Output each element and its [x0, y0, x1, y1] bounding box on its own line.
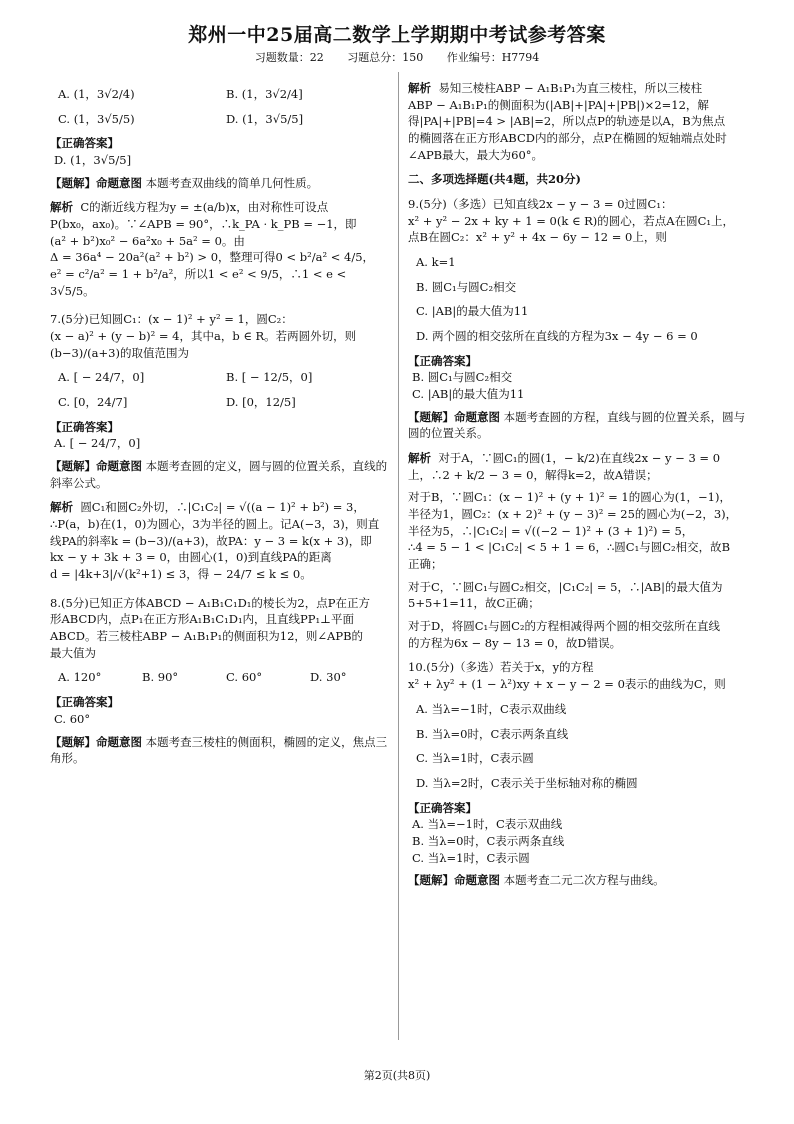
- q10-option-d: D. 当λ=2时，C表示关于坐标轴对称的椭圆: [416, 775, 638, 790]
- q9-answer-1: B. 圆C₁与圆C₂相交: [412, 370, 513, 385]
- q9-stem: [408, 196, 754, 246]
- q7-intent-label: 【题解】命题意图: [50, 459, 142, 474]
- q7-solution-label: 解析: [50, 500, 73, 515]
- q9-solution-line7: 正确；: [408, 557, 443, 572]
- q6-options-row2: [58, 111, 394, 128]
- q7-stem: [50, 311, 394, 361]
- q8-solution: [408, 80, 754, 163]
- q10-analysis-intent: [408, 872, 754, 889]
- q9-solution-line10: 对于D，将圆C₁与圆C₂的方程相减得两个圆的相交弦所在直线: [408, 619, 721, 634]
- q8-stem: [50, 595, 394, 662]
- q10-answer-1: A. 当λ=−1时，C表示双曲线: [412, 817, 563, 832]
- q7-answer: A. [ − 24/7，0]: [54, 436, 141, 451]
- q8-option-d: D. 30°: [310, 670, 347, 685]
- q9-solution-line6: ∴4 = 5 − 1 < |C₁C₂| < 5 + 1 = 6，∴圆C₁与圆C₂相交，故B: [408, 540, 731, 555]
- q10-option-a: A. 当λ=−1时，C表示双曲线: [416, 701, 567, 716]
- q10-intent-label: 【题解】命题意图: [408, 873, 500, 888]
- q8-solution-line3: 得|PA|+|PB|=4 > |AB|=2，所以点P的轨迹是以A，B为焦点: [408, 114, 726, 129]
- q9-intent-text: 本题考查圆的方程，直线与圆的位置关系，圆与圆的位置关系。: [408, 409, 746, 441]
- q9-solution-line8: 对于C，∵圆C₁与圆C₂相交，|C₁C₂| = 5，∴|AB|的最大值为: [408, 579, 723, 594]
- header-meta: [0, 50, 794, 66]
- q7-stem-line3: (b−3)/(a+3)的取值范围为: [50, 345, 189, 360]
- q9-option-a: A. k=1: [416, 255, 456, 270]
- q7-stem-line1: 7.(5分)已知圆C₁：(x − 1)² + y² = 1，圆C₂：: [50, 312, 293, 327]
- q9-stem-line1: 9.(5分)（多选）已知直线2x − y − 3 = 0过圆C₁：: [408, 197, 673, 212]
- q8-option-c: C. 60°: [226, 670, 263, 685]
- q7-solution: [50, 499, 394, 582]
- q8-analysis-intent: [50, 734, 394, 767]
- q6-intent-text: 本题考查双曲线的简单几何性质。: [145, 175, 319, 190]
- q6-solution: [50, 199, 394, 299]
- q10-stem-line1: 10.(5分)（多选）若关于x，y的方程: [408, 660, 594, 675]
- q7-solution-line3: 线PA的斜率k = (b−3)/(a+3)，故PA：y − 3 = k(x + 3)，即: [50, 533, 372, 548]
- q9-solution-line1: 对于A，∵圆C₁的圆(1，− k/2)在直线2x − y − 3 = 0: [438, 451, 721, 466]
- q10-answer-3: C. 当λ=1时，C表示圆: [412, 850, 530, 865]
- q8-stem-line1: 8.(5分)已知正方体ABCD − A₁B₁C₁D₁的棱长为2，点P在正方: [50, 595, 370, 610]
- q9-solution: [408, 450, 754, 651]
- q9-solution-line2: 上，∴2 + k/2 − 3 = 0，解得k=2，故A错误；: [408, 467, 658, 482]
- q6-option-b: B. (1，3√2/4]: [226, 87, 303, 101]
- q6-option-d: D. (1，3√5/5]: [226, 111, 304, 126]
- q6-options-row1: [58, 86, 394, 103]
- q9-solution-line5: 半径为5，∴|C₁C₂| = √((−2 − 1)² + (3 + 1)²) = 5，: [408, 523, 694, 538]
- q9-stem-line3: 点B在圆C₂：x² + y² + 4x − 6y − 12 = 0上，则: [408, 230, 667, 245]
- q8-option-b: B. 90°: [142, 670, 179, 685]
- q8-solution-line1: 易知三棱柱ABP − A₁B₁P₁为直三棱柱，所以三棱柱: [438, 81, 703, 95]
- q9-solution-label: 解析: [408, 451, 431, 466]
- q6-solution-line2: P(bx₀，ax₀)。∵∠APB = 90°，∴k_PA · k_PB = −1，即: [50, 217, 357, 232]
- q9-option-c: C. |AB|的最大值为11: [416, 304, 529, 319]
- q7-option-c: C. [0，24/7]: [58, 395, 128, 410]
- q8-solution-label: 解析: [408, 81, 431, 95]
- q10-stem: [408, 659, 754, 692]
- q8-option-a: A. 120°: [58, 670, 102, 685]
- q7-options-row2: [58, 394, 394, 411]
- q10-option-b: B. 当λ=0时，C表示两条直线: [416, 726, 569, 741]
- q6-answer: D. (1，3√5/5]: [54, 153, 132, 168]
- q6-solution-label: 解析: [50, 200, 73, 215]
- q8-answer: C. 60°: [54, 711, 91, 726]
- q7-answer-label: 【正确答案】: [50, 419, 119, 434]
- q6-answer-label: 【正确答案】: [50, 136, 119, 151]
- q9-answer-2: C. |AB|的最大值为11: [412, 387, 525, 402]
- q6-solution-line5: e² = c²/a² = 1 + b²/a²，所以1 < e² < 9/5，∴1 < e < 3√5/5。: [50, 267, 347, 298]
- q9-solution-line9: 5+5+1=11，故C正确；: [408, 596, 540, 611]
- left-column: [50, 80, 394, 775]
- q7-solution-line1: 圆C₁和圆C₂外切，∴|C₁C₂| = √((a − 1)² + b²) = 3，: [80, 500, 365, 515]
- q7-option-b: B. [ − 12/5，0]: [226, 370, 313, 385]
- q9-intent-label: 【题解】命题意图: [408, 409, 500, 424]
- q8-solution-line5: ∠APB最大，最大为60°。: [408, 147, 544, 162]
- q9-solution-line4: 半径为1，圆C₂：(x + 2)² + (y − 3)² = 25的圆心为(−2，3)，: [408, 507, 738, 522]
- q8-intent-label: 【题解】命题意图: [50, 734, 142, 749]
- right-column: [408, 80, 754, 897]
- q7-stem-line2: (x − a)² + (y − b)² = 4，其中a，b ∈ R。若两圆外切，则: [50, 329, 357, 344]
- q8-solution-line4: 的椭圆落在正方形ABCD内的部分，点P在椭圆的短轴端点处时: [408, 131, 727, 146]
- q9-option-b: B. 圆C₁与圆C₂相交: [416, 279, 517, 294]
- q9-solution-line11: 的方程为6x − 8y − 13 = 0，故D错误。: [408, 635, 622, 650]
- page-title: 郑州一中25届高二数学上学期期中考试参考答案: [188, 24, 606, 46]
- q6-solution-line1: C的渐近线方程为y = ±(a/b)x，由对称性可设点: [80, 200, 329, 215]
- q7-option-d: D. [0，12/5]: [226, 395, 296, 410]
- q10-answer-label: 【正确答案】: [408, 800, 477, 815]
- q8-solution-line2: ABP − A₁B₁P₁的侧面积为(|AB|+|PA|+|PB|)×2=12，解: [408, 97, 709, 112]
- q6-intent-label: 【题解】命题意图: [50, 175, 142, 190]
- column-divider: [398, 72, 399, 1040]
- q6-option-c: C. (1，3√5/5): [58, 111, 135, 126]
- q6-analysis-intent: [50, 175, 394, 192]
- q7-option-a: A. [ − 24/7，0]: [58, 370, 145, 385]
- q6-option-a: A. (1，3√2/4): [58, 87, 135, 101]
- q10-answer-2: B. 当λ=0时，C表示两条直线: [412, 833, 565, 848]
- q7-intent-text: 本题考查圆的定义，圆与圆的位置关系，直线的斜率公式。: [50, 459, 388, 490]
- q6-solution-line3: (a² + b²)x₀² − 6a²x₀ + 5a² = 0。由: [50, 233, 245, 248]
- q6-solution-line4: Δ = 36a⁴ − 20a²(a² + b²) > 0，整理可得0 < b²/a² < 4/5，: [50, 250, 375, 265]
- q8-answer-label: 【正确答案】: [50, 695, 119, 710]
- question-count: 习题数量：22: [254, 51, 324, 64]
- homework-code: 作业编号：H7794: [446, 51, 540, 64]
- q8-stem-line4: 最大值为: [50, 645, 96, 660]
- q7-solution-line2: ∴P(a，b)在(1，0)为圆心，3为半径的圆上。记A(−3，3)，则直: [50, 517, 380, 532]
- total-score: 习题总分：150: [347, 51, 424, 64]
- q8-stem-line2: 形ABCD内，点P₁在正方形A₁B₁C₁D₁内，且直线PP₁⊥平面: [50, 612, 354, 627]
- q10-stem-line2: x² + λy² + (1 − λ²)xy + x − y − 2 = 0表示的曲线为C，则: [408, 677, 726, 692]
- q9-analysis-intent: [408, 409, 754, 442]
- q7-solution-line4: kx − y + 3k + 3 = 0，由圆心(1，0)到直线PA的距离: [50, 550, 332, 565]
- section-heading-multiple-choice: 二、多项选择题(共4题，共20分): [408, 172, 581, 187]
- q9-solution-line3: 对于B，∵圆C₁：(x − 1)² + (y + 1)² = 1的圆心为(1，−1)，: [408, 490, 731, 505]
- q9-option-d: D. 两个圆的相交弦所在直线的方程为3x − 4y − 6 = 0: [416, 329, 698, 344]
- q7-options-row1: [58, 369, 394, 386]
- page-footer: 第2页(共8页): [363, 1069, 431, 1082]
- q7-solution-line5: d = |4k+3|/√(k²+1) ≤ 3，得 − 24/7 ≤ k ≤ 0。: [50, 567, 312, 582]
- q9-answer-label: 【正确答案】: [408, 353, 477, 368]
- q8-options: [58, 669, 394, 686]
- q7-analysis-intent: [50, 458, 394, 491]
- q8-intent-text: 本题考查三棱柱的侧面积，椭圆的定义，焦点三角形。: [50, 734, 388, 766]
- q10-intent-text: 本题考查二元二次方程与曲线。: [503, 873, 665, 888]
- q10-option-c: C. 当λ=1时，C表示圆: [416, 751, 534, 766]
- q8-stem-line3: ABCD。若三棱柱ABP − A₁B₁P₁的侧面积为12，则∠APB的: [50, 629, 364, 644]
- q9-stem-line2: x² + y² − 2x + ky + 1 = 0(k ∈ R)的圆心，若点A在圆C₁上，: [408, 213, 734, 228]
